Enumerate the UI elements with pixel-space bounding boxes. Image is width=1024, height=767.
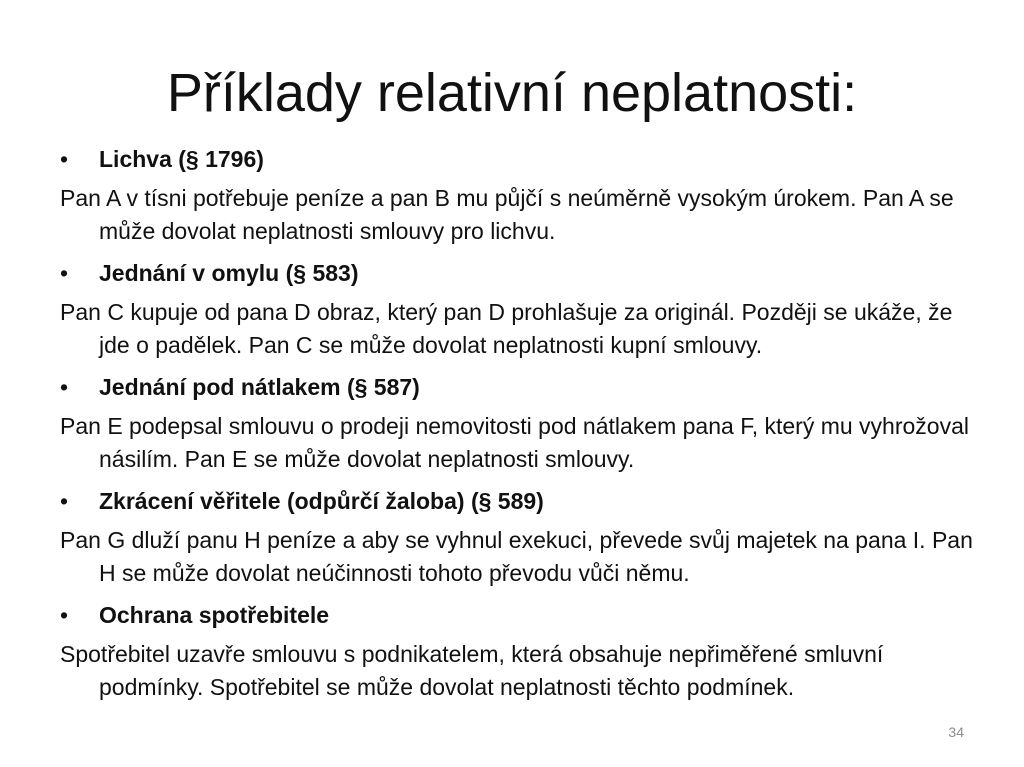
- bullet-icon: •: [60, 260, 69, 286]
- item-heading-text: Zkrácení věřitele (odpůrčí žaloba) (§ 589): [99, 488, 544, 514]
- item-heading-text: Jednání v omylu (§ 583): [99, 260, 359, 286]
- item-heading-text: Ochrana spotřebitele: [99, 602, 330, 628]
- item-heading-text: Jednání pod nátlakem (§ 587): [99, 374, 420, 400]
- item-heading-lichva: [60, 143, 980, 176]
- slide-title: Příklady relativní neplatnosti:: [166, 63, 858, 123]
- item-heading-omyl: [60, 257, 980, 290]
- bullet-icon: •: [60, 146, 69, 172]
- page-number: 34: [948, 724, 964, 740]
- item-heading-natlak: [60, 371, 980, 404]
- item-heading-ochrana-spotrebitele: [60, 599, 980, 632]
- slide-content: [60, 143, 980, 713]
- bullet-icon: •: [60, 374, 69, 400]
- item-heading-zkraceni-veritele: [60, 485, 980, 518]
- item-heading-text: Lichva (§ 1796): [99, 146, 264, 172]
- item-text-zkraceni-veritele: Pan G dluží panu H peníze a aby se vyhnul exekuci, převede svůj majetek na pana I. Pan H se může dovolat neúčinnosti tohoto převodu vůči němu.: [60, 527, 973, 586]
- item-text-lichva: Pan A v tísni potřebuje peníze a pan B mu půjčí s neúměrně vysokým úrokem. Pan A se může dovolat neplatnosti smlouvy pro lichvu.: [60, 185, 954, 244]
- bullet-icon: •: [60, 602, 69, 628]
- bullet-icon: •: [60, 488, 69, 514]
- item-text-natlak: Pan E podepsal smlouvu o prodeji nemovitosti pod nátlakem pana F, který mu vyhrožoval násilím. Pan E se může dovolat neplatnosti smlouvy.: [60, 413, 969, 472]
- item-text-ochrana-spotrebitele: Spotřebitel uzavře smlouvu s podnikatelem, která obsahuje nepřiměřené smluvní podmínky. Spotřebitel se může dovolat neplatnosti těchto podmínek.: [60, 641, 884, 700]
- item-text-omyl: Pan C kupuje od pana D obraz, který pan D prohlašuje za originál. Později se ukáže, že jde o padělek. Pan C se může dovolat neplatnosti kupní smlouvy.: [60, 299, 953, 358]
